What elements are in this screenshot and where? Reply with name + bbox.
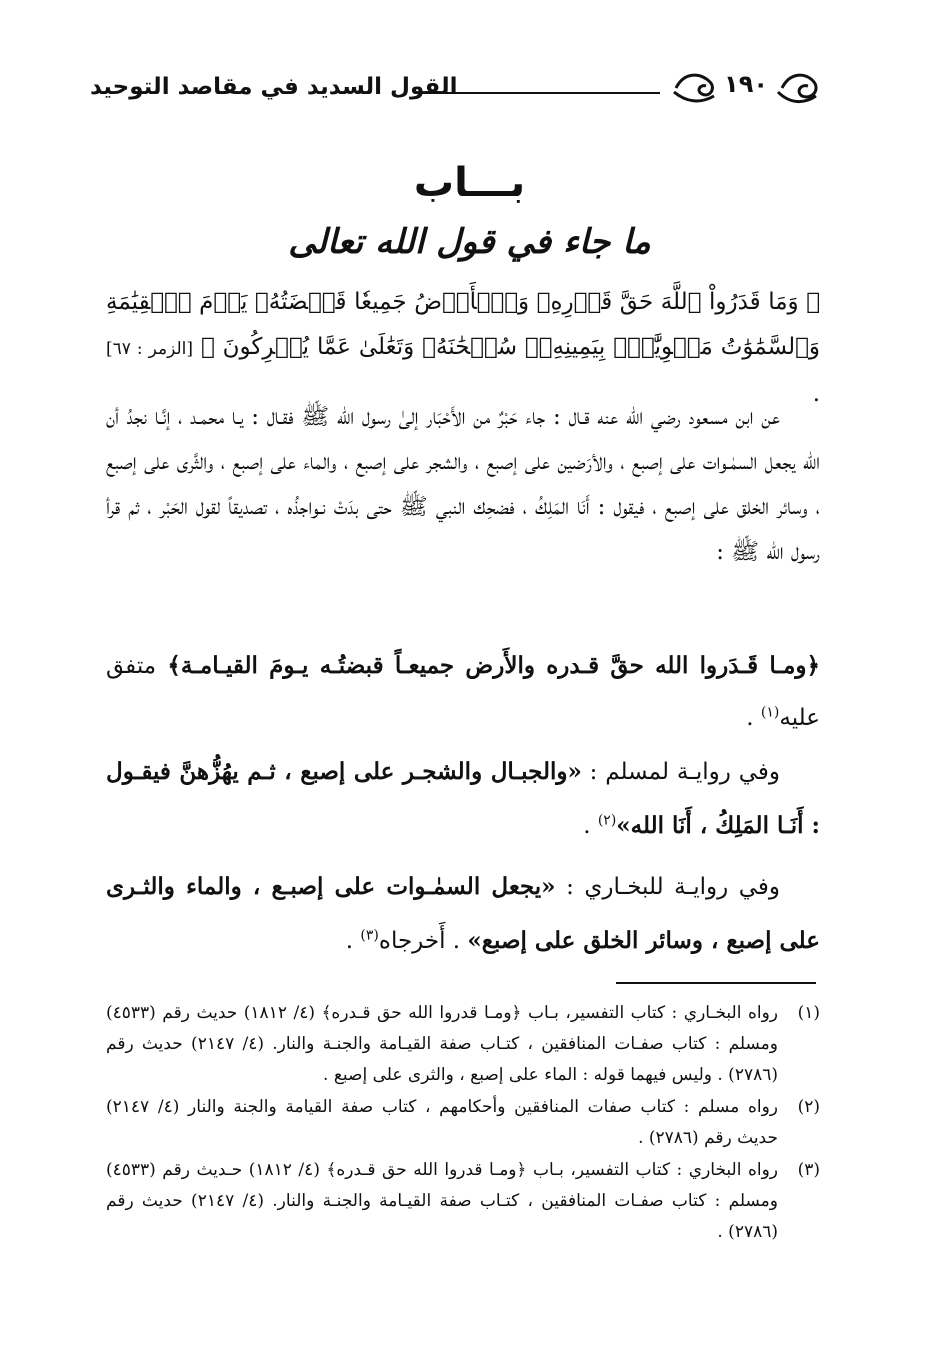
footnote-text: رواه البخاري : كتاب التفسير، بـاب ﴿ومـا قدروا الله حق قـدره﴾ (٤/ ١٨١٢) حـديث رقم (٤٥٣٣) ومسلم : كتاب صفـات المنافقين ، كتـاب صفة القيـامة والجنـة والنار. (٤/ ٢١٤٧) حديث رقم (٢٧٨٦) .	[106, 1160, 779, 1242]
footnote-mark-3: (٣)	[360, 927, 379, 944]
bukhari-narration	[106, 860, 820, 968]
bukhari-quote: «يجعل السمٰـوات على إصبـع ، والماء والثـرى على إصبع ، وسائر الخلق على إصبع»	[106, 873, 820, 954]
footnote-number: (٢)	[797, 1097, 820, 1117]
hadith-paragraph	[106, 395, 820, 575]
page-number: ١٩٠	[724, 70, 768, 98]
footnote-mark-1: (١)	[760, 704, 780, 721]
quoted-verse: ﴿ومـا قَـدَروا الله حقَّ قـدره والأَرض جميعـاً قبضتُـه يـومَ القيـامـة﴾	[167, 652, 820, 679]
muslim-lead: وفي روايـة لمسلم :	[581, 759, 780, 785]
verse-end: .	[812, 381, 820, 407]
footnote-number: (٣)	[797, 1160, 820, 1180]
footnote-number: (١)	[797, 1003, 820, 1023]
header-rule	[420, 92, 660, 94]
footnote-text: رواه البخـاري : كتاب التفسير، بـاب ﴿ومـا قدروا الله حق قـدره﴾ (٤/ ١٨١٢) حديث رقم (٤٥٣٣) ومسلم : كتاب صفـات المنافقين ، كتـاب صفة القيـامة والجنـة والنار. (٤/ ٢١٤٧) حديث رقم (٢٧٨٦) . وليس فيهما قوله : الماء على إصبع ، والثرى على إصبع .	[106, 1003, 778, 1085]
muslim-quote: «والجبـال والشجـر على إصبع ، ثـم يهُزُّهنَّ فيقـول : أَنَـا المَلِكُ ، أَنَا الله»	[106, 758, 820, 839]
footnote-text: رواه مسلم : كتاب صفات المنافقين وأحكامهم ، كتاب صفة القيامة والجنة والنار (٤/ ٢١٤٧) حديث رقم (٢٧٨٦) .	[106, 1097, 778, 1148]
quoted-verse-paragraph	[106, 640, 820, 744]
bukhari-end: .	[345, 928, 361, 954]
agreement-note: متفق عليه	[106, 653, 820, 731]
bukhari-after: . أَخرجاه	[378, 928, 468, 954]
bukhari-lead: وفي روايـة للبخـاري :	[555, 874, 780, 900]
quote-end: .	[746, 705, 761, 731]
verse-text: ﴿ وَمَا قَدَرُواْ ٱللَّهَ حَقَّ قَدۡرِهِۦ وَٱلۡأَرۡضُ جَمِيعٗا قَبۡضَتُهُۥ يَوۡمَ ٱلۡقِيَٰمَةِ وَٱلسَّمَٰوَٰتُ مَطۡوِيَّٰتُۢ بِيَمِينِهِۦۚ سُبۡحَٰنَهُۥ وَتَعَٰلَىٰ عَمَّا يُشۡرِكُونَ ﴾	[106, 289, 821, 360]
running-header	[90, 62, 820, 114]
footnotes	[106, 998, 820, 1249]
verse-reference: [الزمر : ٦٧]	[106, 339, 194, 359]
footnote	[106, 998, 820, 1091]
hadith-text: عن ابن مسعود رضي الله عنه قـال : جاء حَبْرٌ من الأَحْبَار إلىٰ رسول الله ﷺ فقـال : يـا محمـد ، إنَّـا نجدُ أن الله يجعل السمٰـوات على إصبع ، والأرَضين على إصبع ، والشجر على إصبع ، والماء على إصبع ، والثَّرى على إصبع ، وسائر الخلق على إصبع ، فيقول : أَنَا المَلِكُ ، فضحِك النبي ﷺ حتى بدَتْ نـواجذُه ، تصديقاً لقول الحَبْر ، ثم قرأ رسول الله ﷺ :	[106, 404, 820, 565]
muslim-end: .	[583, 813, 598, 839]
footnote-separator	[616, 982, 816, 984]
footnote	[106, 1092, 820, 1154]
chapter-subtitle: ما جاء في قول الله تعالى	[288, 222, 651, 262]
footnote	[106, 1155, 820, 1248]
running-title: القول السديد في مقاصد التوحيد	[90, 74, 458, 100]
footnote-mark-2: (٢)	[597, 812, 617, 829]
muslim-narration	[106, 745, 820, 853]
chapter-heading: بـــاب	[413, 160, 526, 206]
